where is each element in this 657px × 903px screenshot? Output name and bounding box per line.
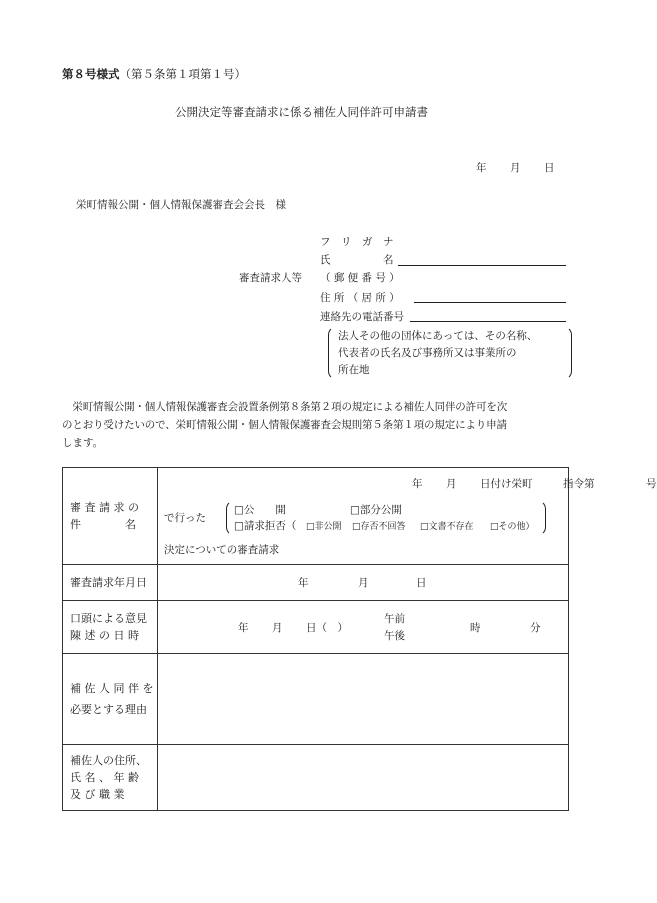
date-day: 日 (544, 162, 555, 174)
oral-pm: 午後 (384, 630, 405, 642)
sub-nonreply-checkbox[interactable]: □存否不回答 (352, 522, 406, 532)
request-date-label: 審査請求年月日 (70, 576, 147, 589)
corporation-note-line-3: 所在地 (338, 364, 370, 376)
request-date-label-cell (63, 565, 158, 601)
applicant-name-underline (398, 265, 566, 266)
oral-statement-label-1: 口頭による意見 (70, 612, 147, 625)
subject-date-issued: 日付け栄町 (480, 478, 533, 490)
oral-am: 午前 (384, 613, 405, 625)
date-year: 年 (476, 162, 487, 174)
document-title: 公開決定等審査請求に係る補佐人同伴許可申請書 (175, 105, 428, 119)
assistant-info-label-cell (63, 745, 158, 811)
oral-minute: 分 (530, 622, 541, 634)
form-number-line (62, 66, 246, 82)
subject-number: 号 (646, 478, 657, 490)
option-refusal-checkbox[interactable]: □請求拒否（ (234, 520, 297, 532)
applicant-phone-underline (410, 321, 566, 322)
oral-statement-label-cell (63, 601, 158, 654)
table-row-request-subject (63, 468, 569, 565)
applicant-name-label: 氏 名 (320, 254, 394, 266)
oral-month: 月 (272, 622, 283, 634)
reason-value-cell[interactable] (158, 654, 569, 745)
applicant-address-underline (414, 302, 566, 303)
addressee: 栄町情報公開・個人情報保護審査会会長 様 (76, 199, 286, 211)
reason-label-cell (63, 654, 158, 745)
assistant-info-label-3: 及 び 職 業 (70, 788, 125, 801)
subject-year: 年 (412, 478, 423, 490)
subject-month: 月 (446, 478, 457, 490)
applicant-label: 審査請求人等 (239, 272, 302, 284)
request-subject-value-cell[interactable] (158, 468, 657, 565)
form-number: 第８号様式 (62, 67, 120, 81)
body-text-line-3: します。 (62, 437, 104, 449)
subject-decision: 決定についての審査請求 (164, 544, 280, 556)
subject-directive: 指令第 (563, 478, 595, 490)
corporation-note-line-2: 代表者の氏名及び事務所又は事業所の (338, 347, 517, 359)
sub-other-checkbox[interactable]: □その他） (490, 522, 535, 532)
sub-nodoc-checkbox[interactable]: □文書不存在 (420, 522, 474, 532)
form-reference: （第５条第１項第１号） (119, 67, 246, 81)
request-date-month: 月 (358, 577, 369, 589)
table-row-assistant-info (63, 745, 569, 811)
applicant-phone-label: 連絡先の電話番号 (320, 311, 404, 323)
assistant-info-label-2: 氏 名 、 年 齢 (70, 771, 139, 784)
oral-day: 日（ ） (306, 622, 348, 634)
applicant-furigana-label: フ リ ガ ナ (320, 236, 394, 248)
request-date-value-cell[interactable] (158, 565, 569, 601)
date-month: 月 (510, 162, 521, 174)
application-table (62, 467, 657, 811)
subject-done: で行った (164, 512, 206, 524)
oral-year: 年 (238, 622, 249, 634)
oral-statement-value-cell[interactable] (158, 601, 569, 654)
applicant-postal-label: （ 郵 便 番 号 ） (320, 272, 400, 284)
applicant-address-label: 住 所 （ 居 所 ） (320, 292, 400, 304)
reason-label-1: 補 佐 人 同 伴 を (70, 682, 154, 695)
request-date-day: 日 (416, 577, 427, 589)
reason-label-2: 必要とする理由 (70, 703, 147, 716)
request-subject-label-1: 審 査 請 求 の (70, 501, 139, 514)
assistant-info-label-1: 補佐人の住所、 (70, 754, 147, 767)
sub-nonpublic-checkbox[interactable]: □非公開 (306, 522, 342, 532)
corporation-note-line-1: 法人その他の団体にあっては、その名称、 (338, 330, 538, 342)
body-text-line-1: 栄町情報公開・個人情報保護審査会設置条例第８条第２項の規定による補佐人同伴の許可を次 (62, 401, 508, 413)
option-public-checkbox[interactable]: □公 開 (234, 504, 286, 516)
option-partial-checkbox[interactable]: □部分公開 (350, 504, 402, 516)
assistant-info-value-cell[interactable] (158, 745, 569, 811)
oral-statement-label-2: 陳 述 の 日 時 (70, 629, 139, 642)
request-subject-label-cell (63, 468, 158, 565)
table-row-oral-statement (63, 601, 569, 654)
request-date-year: 年 (298, 577, 309, 589)
oral-hour: 時 (470, 622, 481, 634)
body-text-line-2: のとおり受けたいので、栄町情報公開・個人情報保護審査会規則第５条第１項の規定により申請 (62, 419, 507, 431)
table-row-reason (63, 654, 569, 745)
request-subject-label-2: 件 名 (70, 518, 136, 531)
table-row-request-date (63, 565, 569, 601)
